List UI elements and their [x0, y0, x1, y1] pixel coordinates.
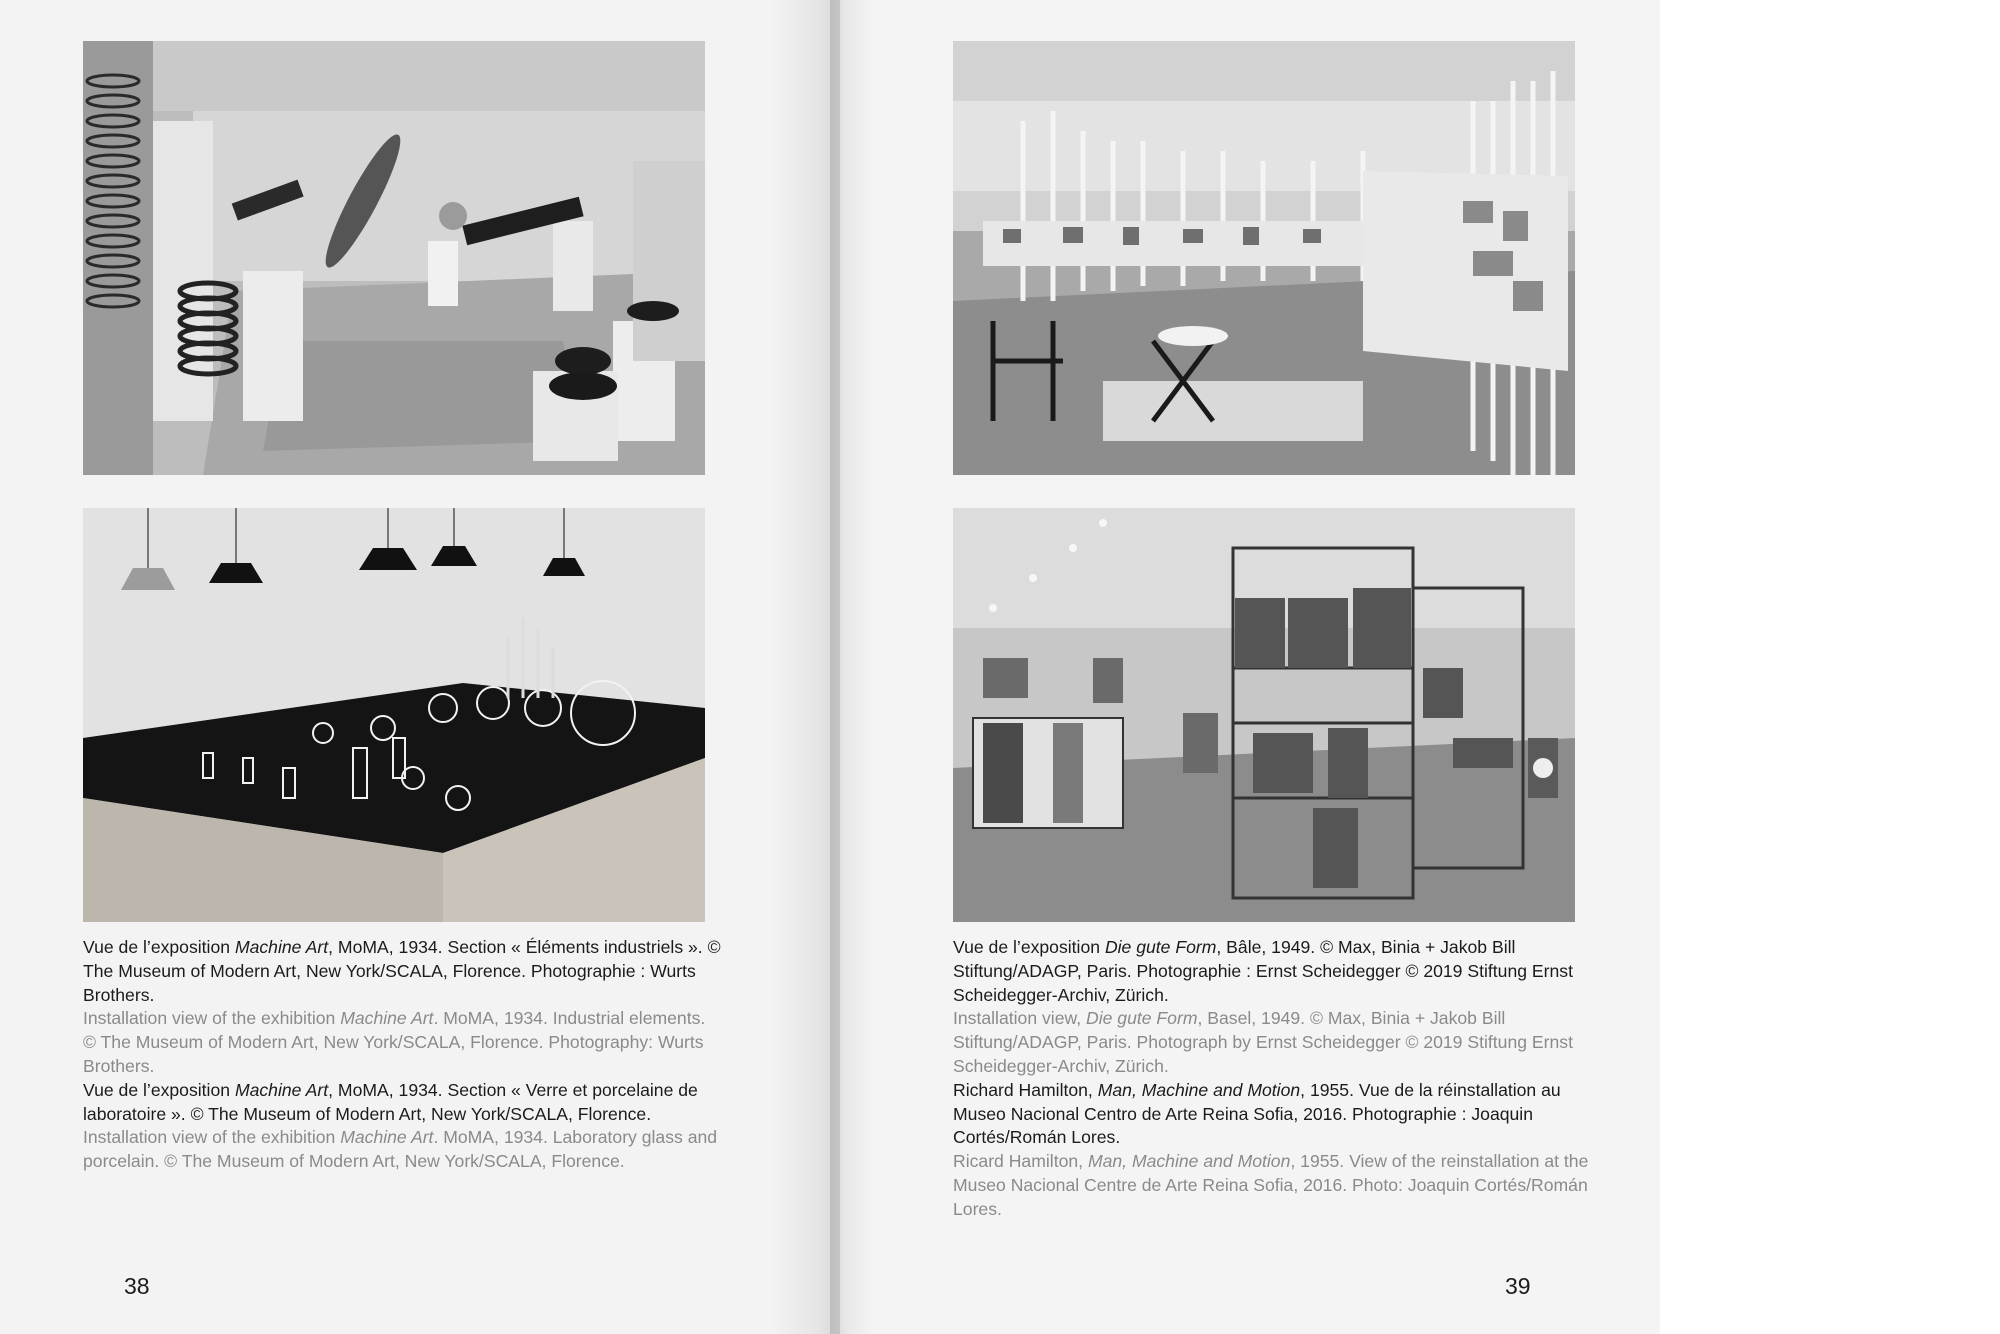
photo-man-machine-motion-reinstallation — [953, 508, 1575, 922]
caption-machine-art-industrial-fr: Vue de l’exposition Machine Art, MoMA, 1934. Section « Éléments industriels ». © The Museum of Modern Art, New York/SCALA, Florence. Photographie : Wurts Brothers. — [83, 937, 721, 1005]
caption-die-gute-form-fr: Vue de l’exposition Die gute Form, Bâle, 1949. © Max, Binia + Jakob Bill Stiftung/ADAGP, Paris. Photographie : Ernst Scheidegger © 2019 Stiftung Ernst Scheidegger-Archiv, Zürich. — [953, 937, 1573, 1005]
page-number-right: 39 — [1505, 1273, 1531, 1299]
caption-machine-art-laboratory-fr: Vue de l’exposition Machine Art, MoMA, 1934. Section « Verre et porcelaine de laboratoire ». © The Museum of Modern Art, New York/SCALA, Florence. — [83, 1079, 698, 1124]
photo-machine-art-industrial-elements — [83, 41, 705, 475]
caption-machine-art-laboratory-en: Installation view of the exhibition Machine Art. MoMA, 1934. Laboratory glass and porcelain. © The Museum of Modern Art, New York/SCALA, Florence. — [83, 1127, 718, 1172]
caption-machine-art-industrial-en: Installation view of the exhibition Machine Art. MoMA, 1934. Industrial elements. © The Museum of Modern Art, New York/SCALA, Florence. Photography: Wurts Brothers. — [83, 1008, 706, 1076]
page-number-left: 38 — [124, 1273, 150, 1299]
caption-die-gute-form-en: Installation view, Die gute Form, Basel, 1949. © Max, Binia + Jakob Bill Stiftung/ADAGP, Paris. Photograph by Ernst Scheidegger © 2019 Stiftung Ernst Scheidegger-Archiv, Zürich. — [953, 1008, 1573, 1076]
caption-right-page — [953, 936, 1603, 1222]
photo-laboratory-glass-porcelain — [83, 508, 705, 922]
caption-left-page — [83, 936, 723, 1174]
caption-man-machine-motion-fr: Richard Hamilton, Man, Machine and Motion, 1955. Vue de la réinstallation au Museo Nacional Centro de Arte Reina Sofia, 2016. Photographie : Joaquin Cortés/Román Lores. — [953, 1079, 1561, 1148]
caption-man-machine-motion-en: Ricard Hamilton, Man, Machine and Motion, 1955. View of the reinstallation at the Museo Nacional Centre de Arte Reina Sofia, 2016. Photo: Joaquin Cortés/Román Lores. — [953, 1151, 1589, 1219]
photo-die-gute-form-basel — [953, 41, 1575, 475]
